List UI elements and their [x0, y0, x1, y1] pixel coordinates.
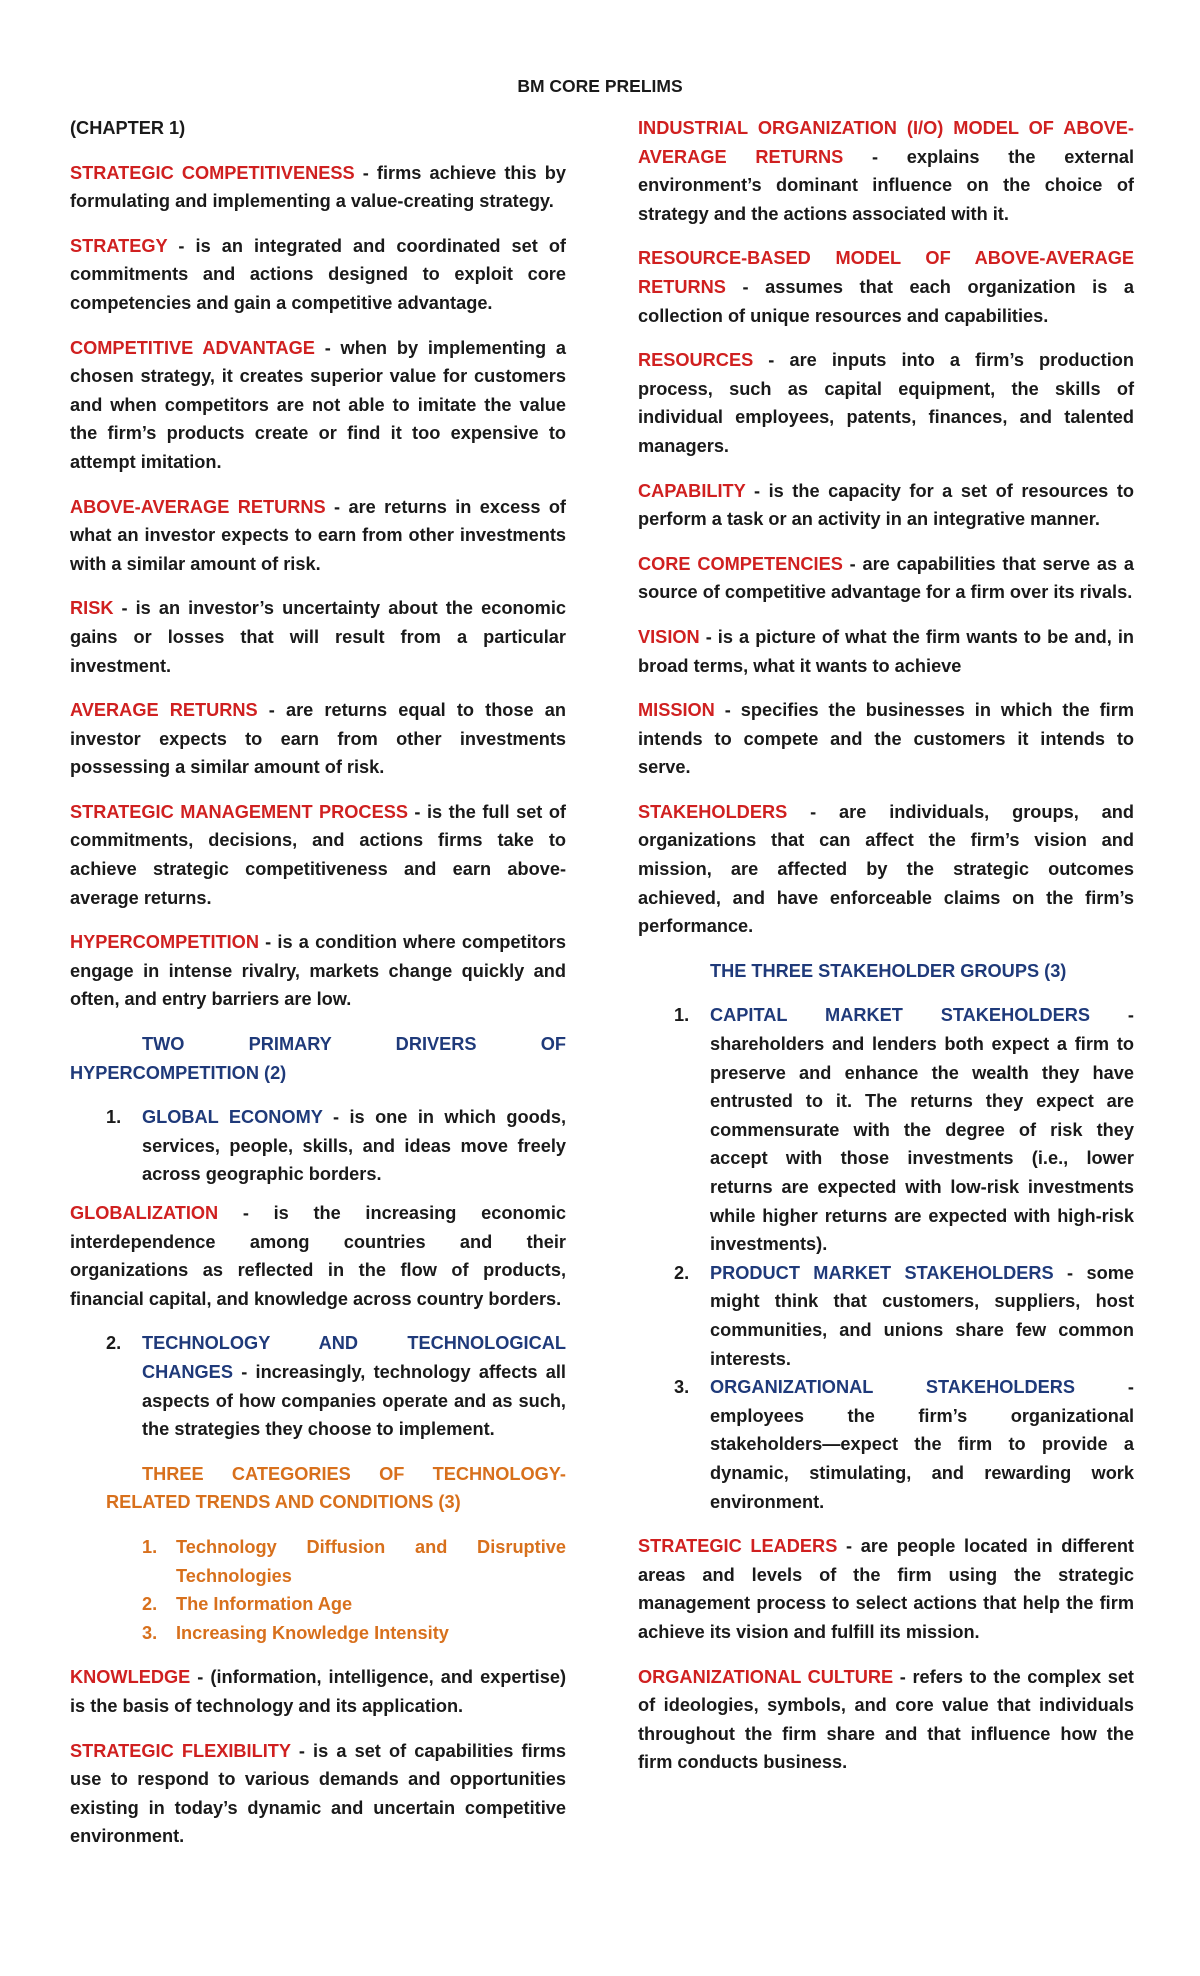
term: COMPETITIVE ADVANTAGE [70, 337, 315, 358]
drivers-list [70, 1103, 566, 1189]
definition: - (information, intelligence, and expertise) is the basis of technology and its application. [70, 1667, 566, 1716]
term: STAKEHOLDERS [638, 801, 788, 822]
term: ORGANIZATIONAL STAKEHOLDERS [710, 1377, 1076, 1398]
definition: - are returns in excess of what an investor expects to earn from other investments with a similar amount of risk. [70, 496, 566, 574]
stakeholder-list [638, 1001, 1134, 1516]
definition: - firms achieve this by formulating and implementing a value-creating strategy. [70, 162, 566, 212]
definition: - are inputs into a firm’s production process, such as capital equipment, the skills of individual employees, patents, finances, and talented managers. [638, 350, 1134, 456]
list-text: Technology Diffusion and Disruptive Technologies [176, 1536, 566, 1586]
term: STRATEGIC MANAGEMENT PROCESS [70, 801, 408, 822]
term: CAPITAL MARKET STAKEHOLDERS [710, 1005, 1090, 1026]
definition-io-model [638, 114, 1134, 228]
term: MISSION [638, 700, 715, 721]
drivers-list-continued [70, 1329, 566, 1443]
definition-capability [638, 477, 1134, 534]
tech-list [70, 1533, 566, 1647]
term: INDUSTRIAL ORGANIZATION (I/O) MODEL OF ABOVE-AVERAGE RETURNS [638, 118, 1134, 167]
term: GLOBAL ECONOMY [142, 1107, 323, 1128]
term: CORE COMPETENCIES [638, 553, 843, 574]
definition-resources [638, 346, 1134, 460]
definition-competitive-advantage [70, 334, 566, 477]
definition: - is a condition where competitors engage in intense rivalry, markets change quickly and often, and entry barriers are low. [70, 932, 566, 1010]
definition: - is one in which goods, services, people, skills, and ideas move freely across geographic borders. [142, 1107, 567, 1185]
definition: - assumes that each organization is a collection of unique resources and capabilities. [638, 276, 1134, 326]
definition: - is the capacity for a set of resources to perform a task or an activity in an integrative manner. [638, 480, 1134, 530]
right-column [638, 114, 1134, 1793]
term: AVERAGE RETURNS [70, 700, 258, 721]
definition: - are capabilities that serve as a source of competitive advantage for a firm over its rivals. [638, 553, 1134, 603]
definition: - are individuals, groups, and organizations that can affect the firm’s vision and mission, are affected by the strategic outcomes achieved, and have enforceable claims on the firm’s performance. [638, 801, 1134, 937]
term: RESOURCES [638, 350, 754, 371]
list-text: The Information Age [176, 1594, 353, 1615]
definition: - is an investor’s uncertainty about the economic gains or losses that will result from a particular investment. [70, 598, 566, 676]
definition-knowledge [70, 1663, 566, 1720]
definition-strategic-competitiveness [70, 159, 566, 216]
term: STRATEGIC COMPETITIVENESS [70, 162, 355, 183]
tech-heading: THREE CATEGORIES OF TECHNOLOGY-RELATED TRENDS AND CONDITIONS (3) [106, 1463, 566, 1513]
term: KNOWLEDGE [70, 1667, 191, 1688]
definition: - are returns equal to those an investor expects to earn from other investments possessing a similar amount of risk. [70, 700, 566, 778]
definition: - is the full set of commitments, decisions, and actions firms take to achieve strategic competitiveness and earn above-average returns. [70, 801, 566, 908]
definition-mission [638, 696, 1134, 782]
definition: - is a picture of what the firm wants to be and, in broad terms, what it wants to achieve [638, 626, 1134, 676]
stakeholder-list-item [638, 1373, 1134, 1516]
page-title: BM CORE PRELIMS [517, 76, 683, 96]
list-number: 1. [142, 1536, 158, 1557]
term: PRODUCT MARKET STAKEHOLDERS [710, 1262, 1054, 1283]
definition: - are people located in different areas and levels of the firm using the strategic management process to select actions that help the firm achieve its vision and fulfill its mission. [638, 1536, 1134, 1642]
stakeholder-list-item [638, 1259, 1134, 1373]
definition-globalization [70, 1199, 566, 1313]
chapter-label: (CHAPTER 1) [70, 118, 186, 138]
definition: - refers to the complex set of ideologies, symbols, and core value that individuals throughout the firm share and that influence how the firm conducts business. [638, 1666, 1134, 1773]
term: ORGANIZATIONAL CULTURE [638, 1666, 894, 1687]
definition-risk [70, 594, 566, 680]
stakeholder-heading: THE THREE STAKEHOLDER GROUPS (3) [710, 960, 1067, 981]
definition-stakeholders [638, 798, 1134, 941]
term: RESOURCE-BASED MODEL OF ABOVE-AVERAGE RETURNS [638, 248, 1134, 297]
definition: - when by implementing a chosen strategy, it creates superior value for customers and when competitors are not able to imitate the value the firm’s products create or find it too expensive to attempt imitation. [70, 337, 567, 472]
definition-core-competencies [638, 550, 1134, 607]
definition-hypercompetition [70, 928, 566, 1014]
left-column [70, 114, 566, 1867]
definition-average-returns [70, 696, 566, 782]
list-item-global-economy [70, 1103, 566, 1189]
tech-list-item [70, 1619, 566, 1648]
drivers-heading-line-1: TWO PRIMARY DRIVERS OF [142, 1034, 566, 1055]
drivers-heading-line-2: HYPERCOMPETITION (2) [70, 1062, 287, 1083]
definition: - specifies the businesses in which the firm intends to compete and the customers it intends to serve. [638, 700, 1134, 778]
term: STRATEGIC FLEXIBILITY [70, 1740, 291, 1761]
term: CAPABILITY [638, 480, 746, 501]
definition-organizational-culture [638, 1663, 1134, 1777]
term: STRATEGIC LEADERS [638, 1536, 838, 1557]
list-item-technology [70, 1329, 566, 1443]
term: VISION [638, 626, 700, 647]
list-number: 1. [106, 1107, 122, 1128]
stakeholder-list-item [638, 1001, 1134, 1258]
list-number: 3. [142, 1622, 158, 1643]
tech-list-item [70, 1590, 566, 1619]
definition-strategic-leaders [638, 1532, 1134, 1646]
term: TECHNOLOGY AND TECHNOLOGICAL CHANGES [142, 1333, 566, 1382]
list-number: 2. [142, 1594, 158, 1615]
definition-above-average-returns [70, 493, 566, 579]
term: STRATEGY [70, 235, 168, 256]
definition: - some might think that customers, suppliers, host communities, and unions share few common interests. [710, 1262, 1134, 1369]
definition-resource-based-model [638, 244, 1134, 330]
definition: - is an integrated and coordinated set of commitments and actions designed to exploit core competencies and gain a competitive advantage. [70, 235, 566, 313]
definition: - shareholders and lenders both expect a firm to preserve and enhance the wealth they have entrusted to it. The returns they expect are commensurate with the degree of risk they accept with those investments (i.e., lower returns are expected with low-risk investments while higher returns are expected with high-risk investments). [710, 1005, 1134, 1255]
definition: - is the increasing economic interdependence among countries and their organizations as reflected in the flow of products, financial capital, and knowledge across country borders. [70, 1203, 566, 1309]
list-number: 1. [674, 1005, 690, 1026]
definition: - explains the external environment’s dominant influence on the choice of strategy and the actions associated with it. [638, 146, 1135, 224]
definition-vision [638, 623, 1134, 680]
term: ABOVE-AVERAGE RETURNS [70, 496, 326, 517]
term: HYPERCOMPETITION [70, 932, 259, 953]
tech-list-item [70, 1533, 566, 1590]
definition: - increasingly, technology affects all aspects of how companies operate and as such, the strategies they choose to implement. [142, 1361, 566, 1440]
list-number: 3. [674, 1377, 690, 1398]
term: GLOBALIZATION [70, 1203, 219, 1223]
definition-strategic-flexibility [70, 1737, 566, 1851]
definition: - employees the firm’s organizational stakeholders—expect the firm to provide a dynamic, stimulating, and rewarding work environment. [710, 1377, 1134, 1512]
drivers-heading [70, 1030, 566, 1087]
term: RISK [70, 598, 114, 619]
definition-strategy [70, 232, 566, 318]
definition-strategic-management-process [70, 798, 566, 912]
list-text: Increasing Knowledge Intensity [176, 1622, 449, 1643]
list-number: 2. [674, 1262, 690, 1283]
definition: - is a set of capabilities firms use to respond to various demands and opportunities existing in today’s dynamic and uncertain competitive environment. [70, 1740, 566, 1847]
list-number: 2. [106, 1333, 122, 1354]
